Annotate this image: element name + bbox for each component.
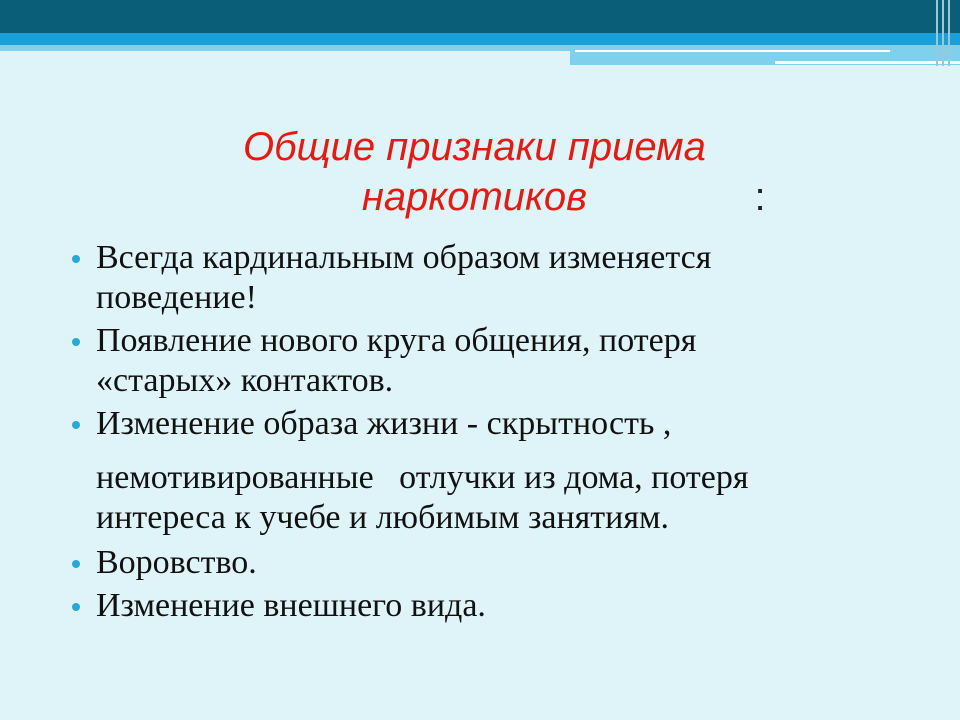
bullet-line: Изменение внешнего вида. [96, 587, 486, 624]
header-vertical-line [948, 0, 950, 66]
bullet-line: «старых» контактов. [96, 362, 394, 399]
bullet-line: Всегда кардинальным образом изменяется [96, 239, 712, 276]
header-white-line [775, 61, 960, 64]
header-white-line [575, 50, 890, 52]
bullet-dot [72, 560, 80, 568]
header-vertical-line [936, 0, 938, 66]
bullet-item-4 [96, 543, 896, 583]
bullet-item-5 [96, 586, 896, 626]
bullet-item-1 [96, 238, 896, 318]
bullet-item-3 [96, 404, 896, 538]
header-dark-bar [0, 0, 960, 33]
bullet-line: Воровство. [96, 544, 257, 581]
header-blue-bar [0, 33, 960, 45]
slide-title [120, 122, 840, 222]
slide-title-colon: : [754, 175, 766, 219]
bullet-dot [72, 421, 80, 429]
slide-title-text: Общие признаки приема наркотиков [243, 125, 706, 219]
bullet-dot [72, 338, 80, 346]
bullet-dot [72, 255, 80, 263]
header-light-bar-left [0, 45, 570, 51]
bullet-line: интереса к учебе и любимым занятиям. [96, 499, 670, 536]
bullet-line: немотивированные отлучки из дома, потеря [96, 459, 749, 496]
bullet-dot [72, 603, 80, 611]
bullet-line: поведение! [96, 279, 257, 316]
bullet-line: Появление нового круга общения, потеря [96, 322, 697, 359]
bullet-line: Изменение образа жизни - скрытность , [96, 405, 672, 442]
header-vertical-line [942, 0, 944, 66]
bullet-item-2 [96, 321, 896, 401]
